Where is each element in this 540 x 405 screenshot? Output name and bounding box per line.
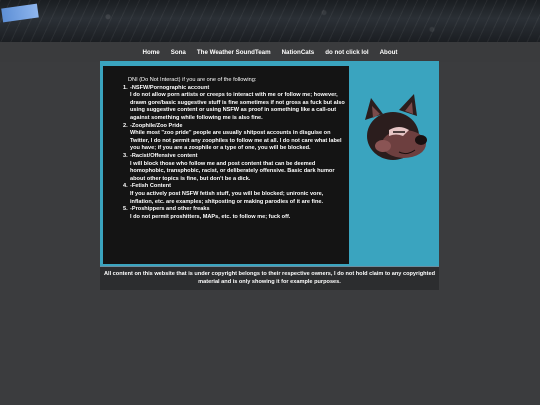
dni-list bbox=[123, 85, 347, 222]
nav-nationcats[interactable]: NationCats bbox=[281, 48, 315, 56]
nav-weather-soundteam[interactable]: The Weather SoundTeam bbox=[196, 48, 271, 56]
copyright-footer: All content on this website that is under copyright belongs to their respective owners, I do not hold claim to any copyrighted material and is only showing it for example purposes. bbox=[100, 267, 439, 290]
dni-item-text: While most "zoo pride" people are usually shitpost accounts in disguise on Twitter, I do not permit any zoophiles to follow me at all. I do not care what label you have; if you are a zoophile or a type of one, you will be blocked. bbox=[130, 130, 342, 152]
top-navigation bbox=[0, 42, 540, 62]
dni-item-text: I do not permit proshitters, MAPs, etc. to follow me; fuck off. bbox=[130, 213, 291, 220]
dni-item-text: If you actively post NSFW fetish stuff, you will be blocked; unironic vore, inflation, etc. are examples; shitposting or making parodies of it are fine. bbox=[130, 190, 324, 205]
dni-item-number: 1. bbox=[123, 84, 128, 91]
dni-item-heading: -Fetish Content bbox=[130, 183, 172, 190]
dni-item bbox=[123, 153, 347, 183]
nav-sona[interactable]: Sona bbox=[170, 48, 186, 56]
dni-item-heading: -Zoophile/Zoo Pride bbox=[130, 122, 183, 129]
dni-content bbox=[123, 77, 347, 221]
nav-do-not-click[interactable]: do not click lol bbox=[325, 48, 369, 56]
dni-item bbox=[123, 85, 347, 123]
dni-item-text: I do not allow porn artists or creeps to interact with me or follow me; however, drawn gore/basic suggestive stuff is fine sometimes if not gross as fuck but also using suggestive content or using NSFW as proof in something like a call-out against something while following me is also fine. bbox=[130, 92, 345, 121]
dni-item-heading: -Racist/Offensive content bbox=[130, 152, 198, 159]
dni-item-number: 3. bbox=[123, 152, 128, 159]
dni-item bbox=[123, 206, 347, 221]
dni-item-number: 4. bbox=[123, 183, 128, 190]
dni-item-heading: -Proshippers and other freaks bbox=[130, 206, 210, 213]
dni-item-number: 2. bbox=[123, 122, 128, 129]
nav-home[interactable]: Home bbox=[142, 48, 160, 56]
dni-title: DNI (Do Not Interact) if you are one of the following: bbox=[128, 77, 257, 83]
avatar-wolf-icon bbox=[359, 90, 435, 180]
header-banner bbox=[0, 0, 540, 42]
dni-item bbox=[123, 123, 347, 153]
dni-item-heading: -NSFW/Pornographic account bbox=[130, 84, 210, 91]
nav-about[interactable]: About bbox=[379, 48, 398, 56]
dni-item bbox=[123, 183, 347, 206]
dni-item-number: 5. bbox=[123, 206, 128, 213]
dni-item-text: I will block those who follow me and post content that can be deemed homophobic, transphobic, racist, or deliberately offensive. Basic dark humor about other topics is fine, but don't be a dick. bbox=[130, 160, 335, 182]
